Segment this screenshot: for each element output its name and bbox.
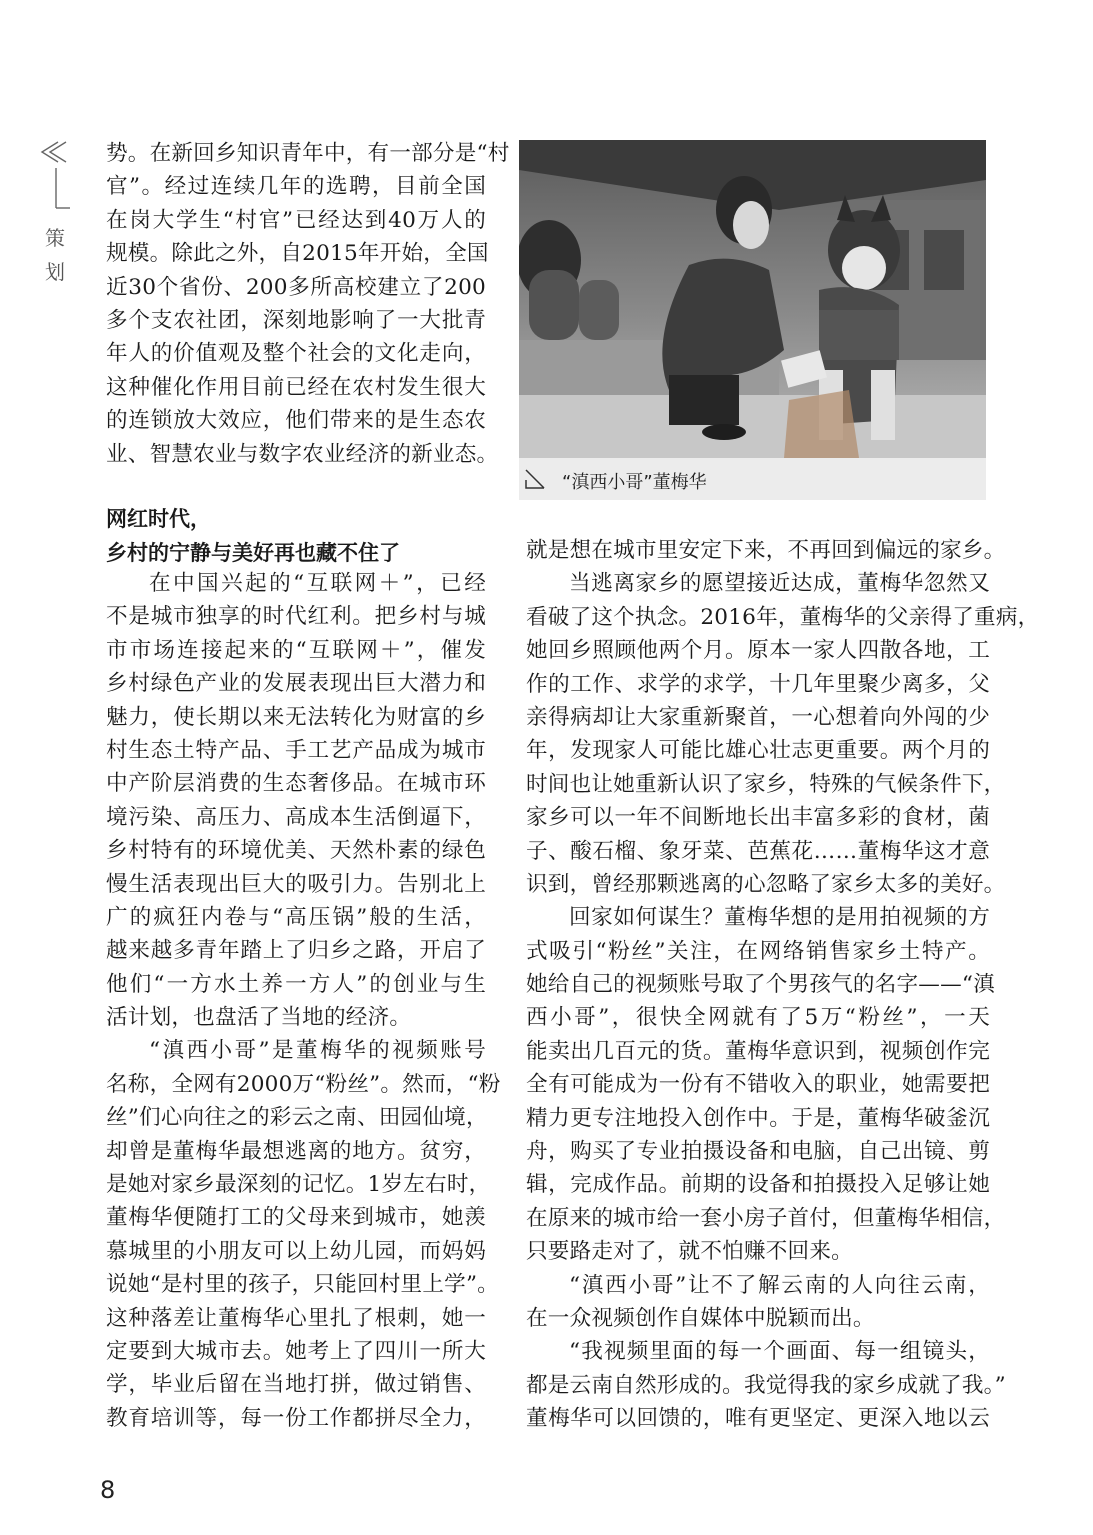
text-line: “滇西小哥”是董梅华的视频账号 (149, 1038, 486, 1064)
text-line: 作的工作、求学的求学，十几年里聚少离多，父 (526, 671, 990, 697)
text-line: 丝”们心向往之的彩云之南、田园仙境， (106, 1105, 488, 1131)
heading-line-2: 乡村的宁静与美好再也藏不住了 (106, 541, 400, 565)
text-line: 他们“一方水土养一方人”的创业与生 (106, 971, 486, 997)
text-line: 精力更专注地投入创作中。于是，董梅华破釜沉 (526, 1105, 990, 1131)
text-line: “我视频里面的每一个画面、每一组镜头， (569, 1339, 990, 1365)
text-line: 不是城市独享的时代红利。把乡村与城 (106, 604, 486, 630)
text-line: 却曾是董梅华最想逃离的地方。贫穷， (106, 1138, 486, 1164)
text-line: 看破了这个执念。2016年，董梅华的父亲得了重病， (526, 604, 1040, 630)
page-number: 8 (100, 1476, 116, 1504)
photo-caption: “滇西小哥”董梅华 (562, 472, 707, 493)
text-line: 村生态土特产品、手工艺产品成为城市 (106, 737, 486, 763)
text-line: 在岗大学生“村官”已经达到40万人的 (106, 207, 486, 233)
text-line: 广的疯狂内卷与“高压锅”般的生活， (106, 904, 486, 930)
text-line: 魅力，使长期以来无法转化为财富的乡 (106, 704, 486, 730)
text-line: 辑，完成作品。前期的设备和拍摄投入足够让她 (526, 1172, 990, 1198)
text-line: 这种落差让董梅华心里扎了根刺，她一 (106, 1305, 486, 1331)
heading-line-1: 网红时代， (106, 507, 211, 531)
text-line: 当逃离家乡的愿望接近达成，董梅华忽然又 (569, 571, 990, 597)
text-line: 乡村特有的环境优美、天然朴素的绿色 (106, 838, 486, 864)
text-line: 在原来的城市给一套小房子首付，但董梅华相信， (526, 1205, 1006, 1231)
chapter-mark-icon (36, 138, 76, 228)
photo-woman-and-dog-illustration (519, 140, 986, 458)
text-line: 多个支农社团，深刻地影响了一大批青 (106, 307, 486, 333)
text-line: 西小哥”，很快全网就有了5万“粉丝”，一天 (526, 1005, 990, 1031)
text-line: 势。在新回乡知识青年中，有一部分是“村 (106, 141, 510, 166)
text-line: 她给自己的视频账号取了个男孩气的名字——“滇 (526, 972, 995, 998)
text-line: 回家如何谋生？董梅华想的是用拍视频的方 (569, 905, 990, 931)
text-line: 年人的价值观及整个社会的文化走向， (106, 341, 486, 367)
text-line: 的连锁放大效应，他们带来的是生态农 (106, 408, 486, 434)
text-line: 就是想在城市里安定下来，不再回到偏远的家乡。 (526, 538, 1006, 563)
caption-arrow-icon (522, 466, 548, 492)
text-line: 规模。除此之外，自2015年开始，全国 (106, 241, 489, 267)
text-line: 董梅华可以回馈的，唯有更坚定、更深入地以云 (526, 1406, 990, 1432)
text-line: 时间也让她重新认识了家乡，特殊的气候条件下， (526, 771, 1006, 797)
right-paragraph (526, 534, 1040, 1436)
text-line: 年，发现家人可能比雄心壮志更重要。两个月的 (526, 738, 990, 764)
text-line: 在一众视频创作自媒体中脱颖而出。 (526, 1305, 875, 1331)
left-top-paragraph (106, 137, 510, 471)
text-line: 在中国兴起的“互联网＋”，已经 (149, 571, 486, 596)
left-bottom-paragraph (106, 567, 501, 1435)
text-line: 中产阶层消费的生态奢侈品。在城市环 (106, 771, 486, 797)
text-line: 舟，购买了专业拍摄设备和电脑，自己出镜、剪 (526, 1139, 990, 1165)
article-photo (519, 140, 986, 458)
text-line: 全有可能成为一份有不错收入的职业，她需要把 (526, 1072, 990, 1098)
text-line: 活计划，也盘活了当地的经济。 (106, 1005, 412, 1031)
text-line: 她回乡照顾他两个月。原本一家人四散各地，工 (526, 638, 990, 664)
text-line: 越来越多青年踏上了归乡之路，开启了 (106, 938, 486, 964)
text-line: 学，毕业后留在当地打拼，做过销售、 (106, 1372, 486, 1398)
text-line: 乡村绿色产业的发展表现出巨大潜力和 (106, 671, 486, 697)
text-line: 这种催化作用目前已经在农村发生很大 (106, 374, 486, 400)
text-line: “滇西小哥”让不了解云南的人向往云南， (569, 1272, 990, 1298)
text-line: 慕城里的小朋友可以上幼儿园，而妈妈 (106, 1238, 486, 1264)
text-line: 家乡可以一年不间断地长出丰富多彩的食材，菌 (526, 805, 990, 831)
text-line: 只要路走对了，就不怕赚不回来。 (526, 1239, 853, 1265)
text-line: 慢生活表现出巨大的吸引力。告别北上 (106, 871, 486, 897)
text-line: 近30个省份、200多所高校建立了200 (106, 274, 486, 300)
text-line: 识到，曾经那颗逃离的心忽略了家乡太多的美好。 (526, 871, 1006, 897)
text-line: 名称，全网有2000万“粉丝”。然而，“粉 (106, 1071, 501, 1097)
text-line: 市市场连接起来的“互联网＋”，催发 (106, 637, 486, 663)
text-line: 都是云南自然形成的。我觉得我的家乡成就了我。” (526, 1372, 1006, 1398)
text-line: 教育培训等，每一份工作都拼尽全力， (106, 1405, 486, 1431)
text-line: 能卖出几百元的货。董梅华意识到，视频创作完 (526, 1038, 990, 1064)
section-label-char-2: 划 (45, 260, 65, 284)
text-line: 定要到大城市去。她考上了四川一所大 (106, 1338, 486, 1364)
text-line: 官”。经过连续几年的选聘，目前全国 (106, 174, 486, 200)
text-line: 业、智慧农业与数字农业经济的新业态。 (106, 441, 499, 467)
text-line: 式吸引“粉丝”关注，在网络销售家乡土特产。 (526, 938, 990, 964)
text-line: 是她对家乡最深刻的记忆。1岁左右时， (106, 1172, 491, 1198)
section-label-char-1: 策 (45, 226, 65, 250)
text-line: 境污染、高压力、高成本生活倒逼下， (106, 804, 486, 830)
section-heading (106, 502, 486, 570)
text-line: 说她“是村里的孩子，只能回村里上学”。 (106, 1272, 499, 1298)
text-line: 子、酸石榴、象牙菜、芭蕉花……董梅华这才意 (526, 838, 990, 864)
text-line: 亲得病却让大家重新聚首，一心想着向外闯的少 (526, 704, 990, 730)
text-line: 董梅华便随打工的父母来到城市，她羡 (106, 1205, 486, 1231)
